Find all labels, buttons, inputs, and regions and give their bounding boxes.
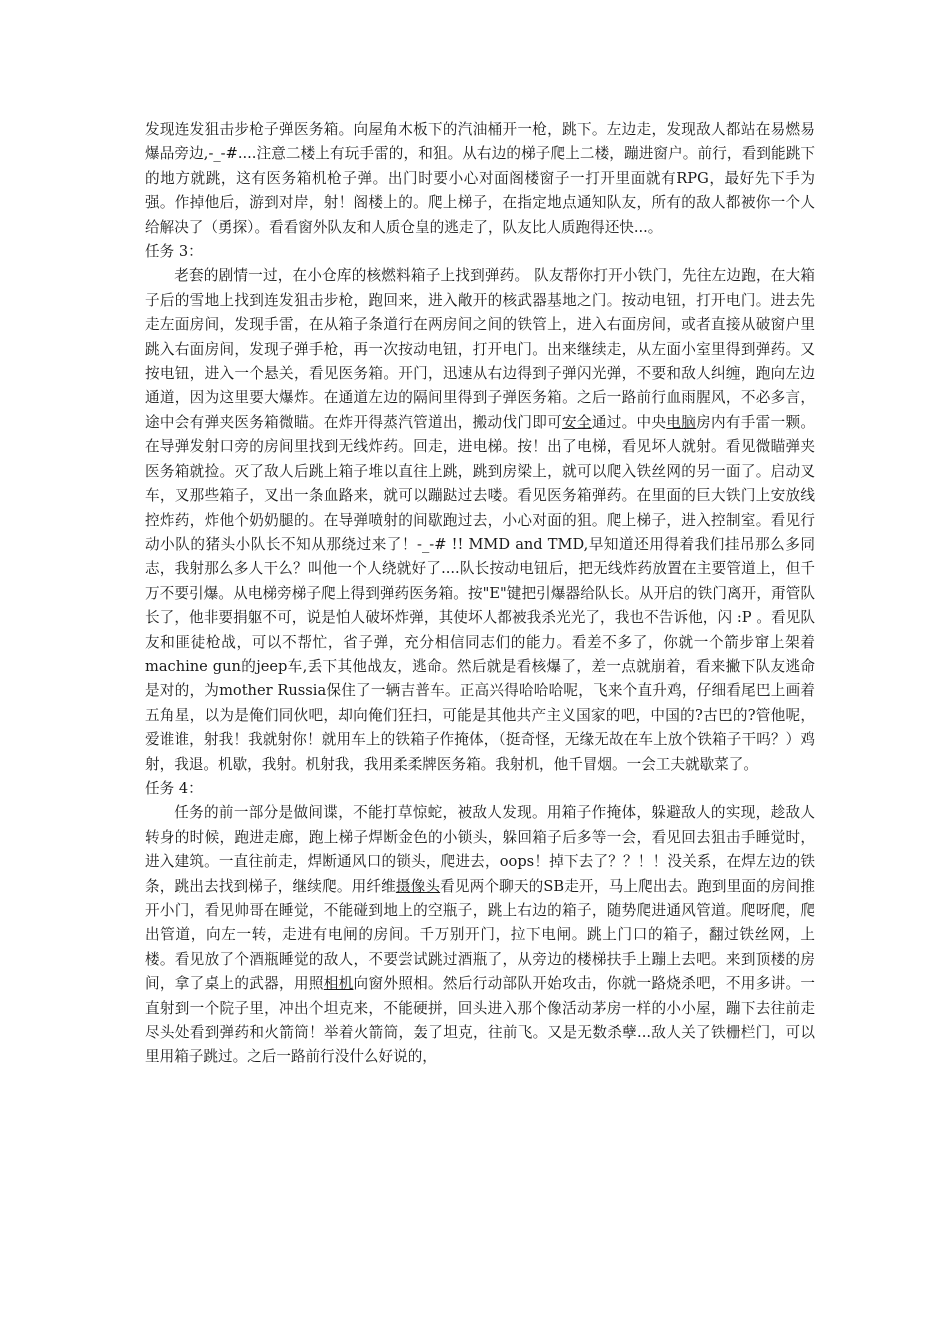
inline-link[interactable]: 电脑: [666, 413, 697, 431]
section-heading: 任务 3：: [145, 243, 203, 261]
paragraph-text: 向窗外照相。然后行动部队开始攻击，你就一路烧杀吧，不用多讲。一直射到一个院子里，冲出个坦克来，不能硬拼，回头进入那个像活动茅房一样的小小屋，蹦下去往前走尽头处看到弹药和火箭筒！举着火箭筒，轰了坦克，往前飞。又是无数杀孽...敌人关了铁栅栏门，可以里用箱子跳过。之后一路前行没什么好说的，: [145, 975, 815, 1066]
body-paragraph: [145, 801, 815, 1069]
document-page: [145, 118, 815, 1070]
paragraph-text: 任务的前一部分是做间谍，不能打草惊蛇，被敌人发现。用箱子作掩体，躲避敌人的实现，趁敌人转身的时候，跑进走廊，跑上梯子焊断金色的小锁头，躲回箱子后多等一会，看见回去狙击手睡觉时，进入建筑。一直往前走，焊断通风口的锁头，爬进去，oops！掉下去了？？！！没关系，在焊左边的铁条，跳出去找到梯子，继续爬。用纤维: [145, 804, 815, 895]
paragraph-text: 发现连发狙击步枪子弹医务箱。向屋角木板下的汽油桶开一枪，跳下。左边走，发现敌人都站在易燃易爆品旁边,-_-#....注意二楼上有玩手雷的，和狙。从右边的梯子爬上二楼，蹦进窗户。前行，看到能跳下的地方就跳，这有医务箱机枪子弹。出门时要小心对面阁楼窗子一打开里面就有RPG，最好先下手为强。作掉他后，游到对岸，射！阁楼上的。爬上梯子，在指定地点通知队友，所有的敌人都被你一个人给解决了（勇探）。看看窗外队友和人质仓皇的逃走了，队友比人质跑得还快...。: [145, 121, 815, 236]
paragraph-text: 老套的剧情一过，在小仓库的核燃料箱子上找到弹药。 队友帮你打开小铁门，先往左边跑，在大箱子后的雪地上找到连发狙击步枪，跑回来，进入敞开的核武器基地之门。按动电钮，打开电门。进去先走左面房间，发现手雷，在从箱子条道行在两房间之间的铁管上，进入右面房间，或者直接从破窗户里跳入右面房间，发现子弹手枪，再一次按动电钮，打开电门。出来继续走，从左面小室里得到弹药。又按电钮，进入一个悬关，看见医务箱。开门，迅速从右边得到子弹闪光弹，不要和敌人纠缠，跑向左边通道，因为这里要大爆炸。在通道左边的隔间里得到子弹医务箱。之后一路前行血雨腥风，不必多言，途中会有弹夹医务箱微瞄。在炸开得蒸汽管道出，搬动伐门即可: [145, 267, 815, 431]
paragraph-text: 通过。中央: [591, 413, 667, 431]
section-heading: 任务 4：: [145, 779, 203, 797]
paragraph-text: 看见两个聊天的SB走开，马上爬出去。跑到里面的房间推开小门，看见帅哥在睡觉，不能碰到地上的空瓶子，跳上右边的箱子，随势爬进通风管道。爬呀爬，爬出管道，向左一转，走进有电闸的房间。千万别开门，拉下电闸。跳上门口的箱子，翻过铁丝网，上楼。看见放了个酒瓶睡觉的敌人，不要尝试跳过酒瓶了，从旁边的楼梯扶手上蹦上去吧。来到顶楼的房间，拿了桌上的武器，用照: [145, 877, 815, 993]
paragraph-text: 房内有手雷一颗。在导弹发射口旁的房间里找到无线炸药。回走，进电梯。按！出了电梯，看见坏人就射。看见微瞄弹夹医务箱就捡。灭了敌人后跳上箱子堆以直往上跳，跳到房梁上，就可以爬入铁丝网的另一面了。启动叉车，叉那些箱子，叉出一条血路来，就可以蹦跶过去喽。看见医务箱弹药。在里面的巨大铁门上安放线控炸药，炸他个奶奶腿的。在导弹喷射的间歇跑过去，小心对面的狙。爬上梯子，进入控制室。看见行动小队的猪头小队长不知从那绕过来了！-_-# !! MMD and TMD,早知道还用得着我们挂吊那么多同志，我射那么多人干么？叫他一个人绕就好了....队长按动电钮后，把无线炸药放置在主要管道上，但千万不要引爆。从电梯旁梯子爬上得到弹药医务箱。按"E"键把引爆器给队长。从开启的铁门离开，甭管队长了，他非要捐躯不可，说是怕人破坏炸弹，其使坏人都被我杀光光了，我也不告诉他，闪 :P 。看见队友和匪徒枪战，可以不帮忙，省子弹，充分相信同志们的能力。看差不多了，你就一个箭步窜上架着machine gun的jeep车,丢下其他战友，逃命。然后就是看核爆了，差一点就崩着，看来撇下队友逃命是对的，为mother Russia保住了一辆吉普车。正高兴得哈哈哈呢，飞来个直升鸡，仔细看尾巴上画着五角星，以为是俺们同伙吧，却向俺们狂扫，可能是其他共产主义国家的吧，中国的?古巴的?管他呢，爱谁谁，射我！我就射你！就用车上的铁箱子作掩体，（挺奇怪，无缘无故在车上放个铁箱子干吗？）鸡射，我退。机歇，我射。机射我，我用柔柔牌医务箱。我射机，他千冒烟。一会工夫就歇菜了。: [145, 413, 815, 773]
inline-link[interactable]: 安全: [562, 413, 592, 431]
inline-link[interactable]: 相机: [323, 975, 354, 993]
inline-link[interactable]: 摄像头: [395, 877, 441, 895]
body-paragraph: [145, 118, 815, 240]
body-paragraph: [145, 264, 815, 777]
